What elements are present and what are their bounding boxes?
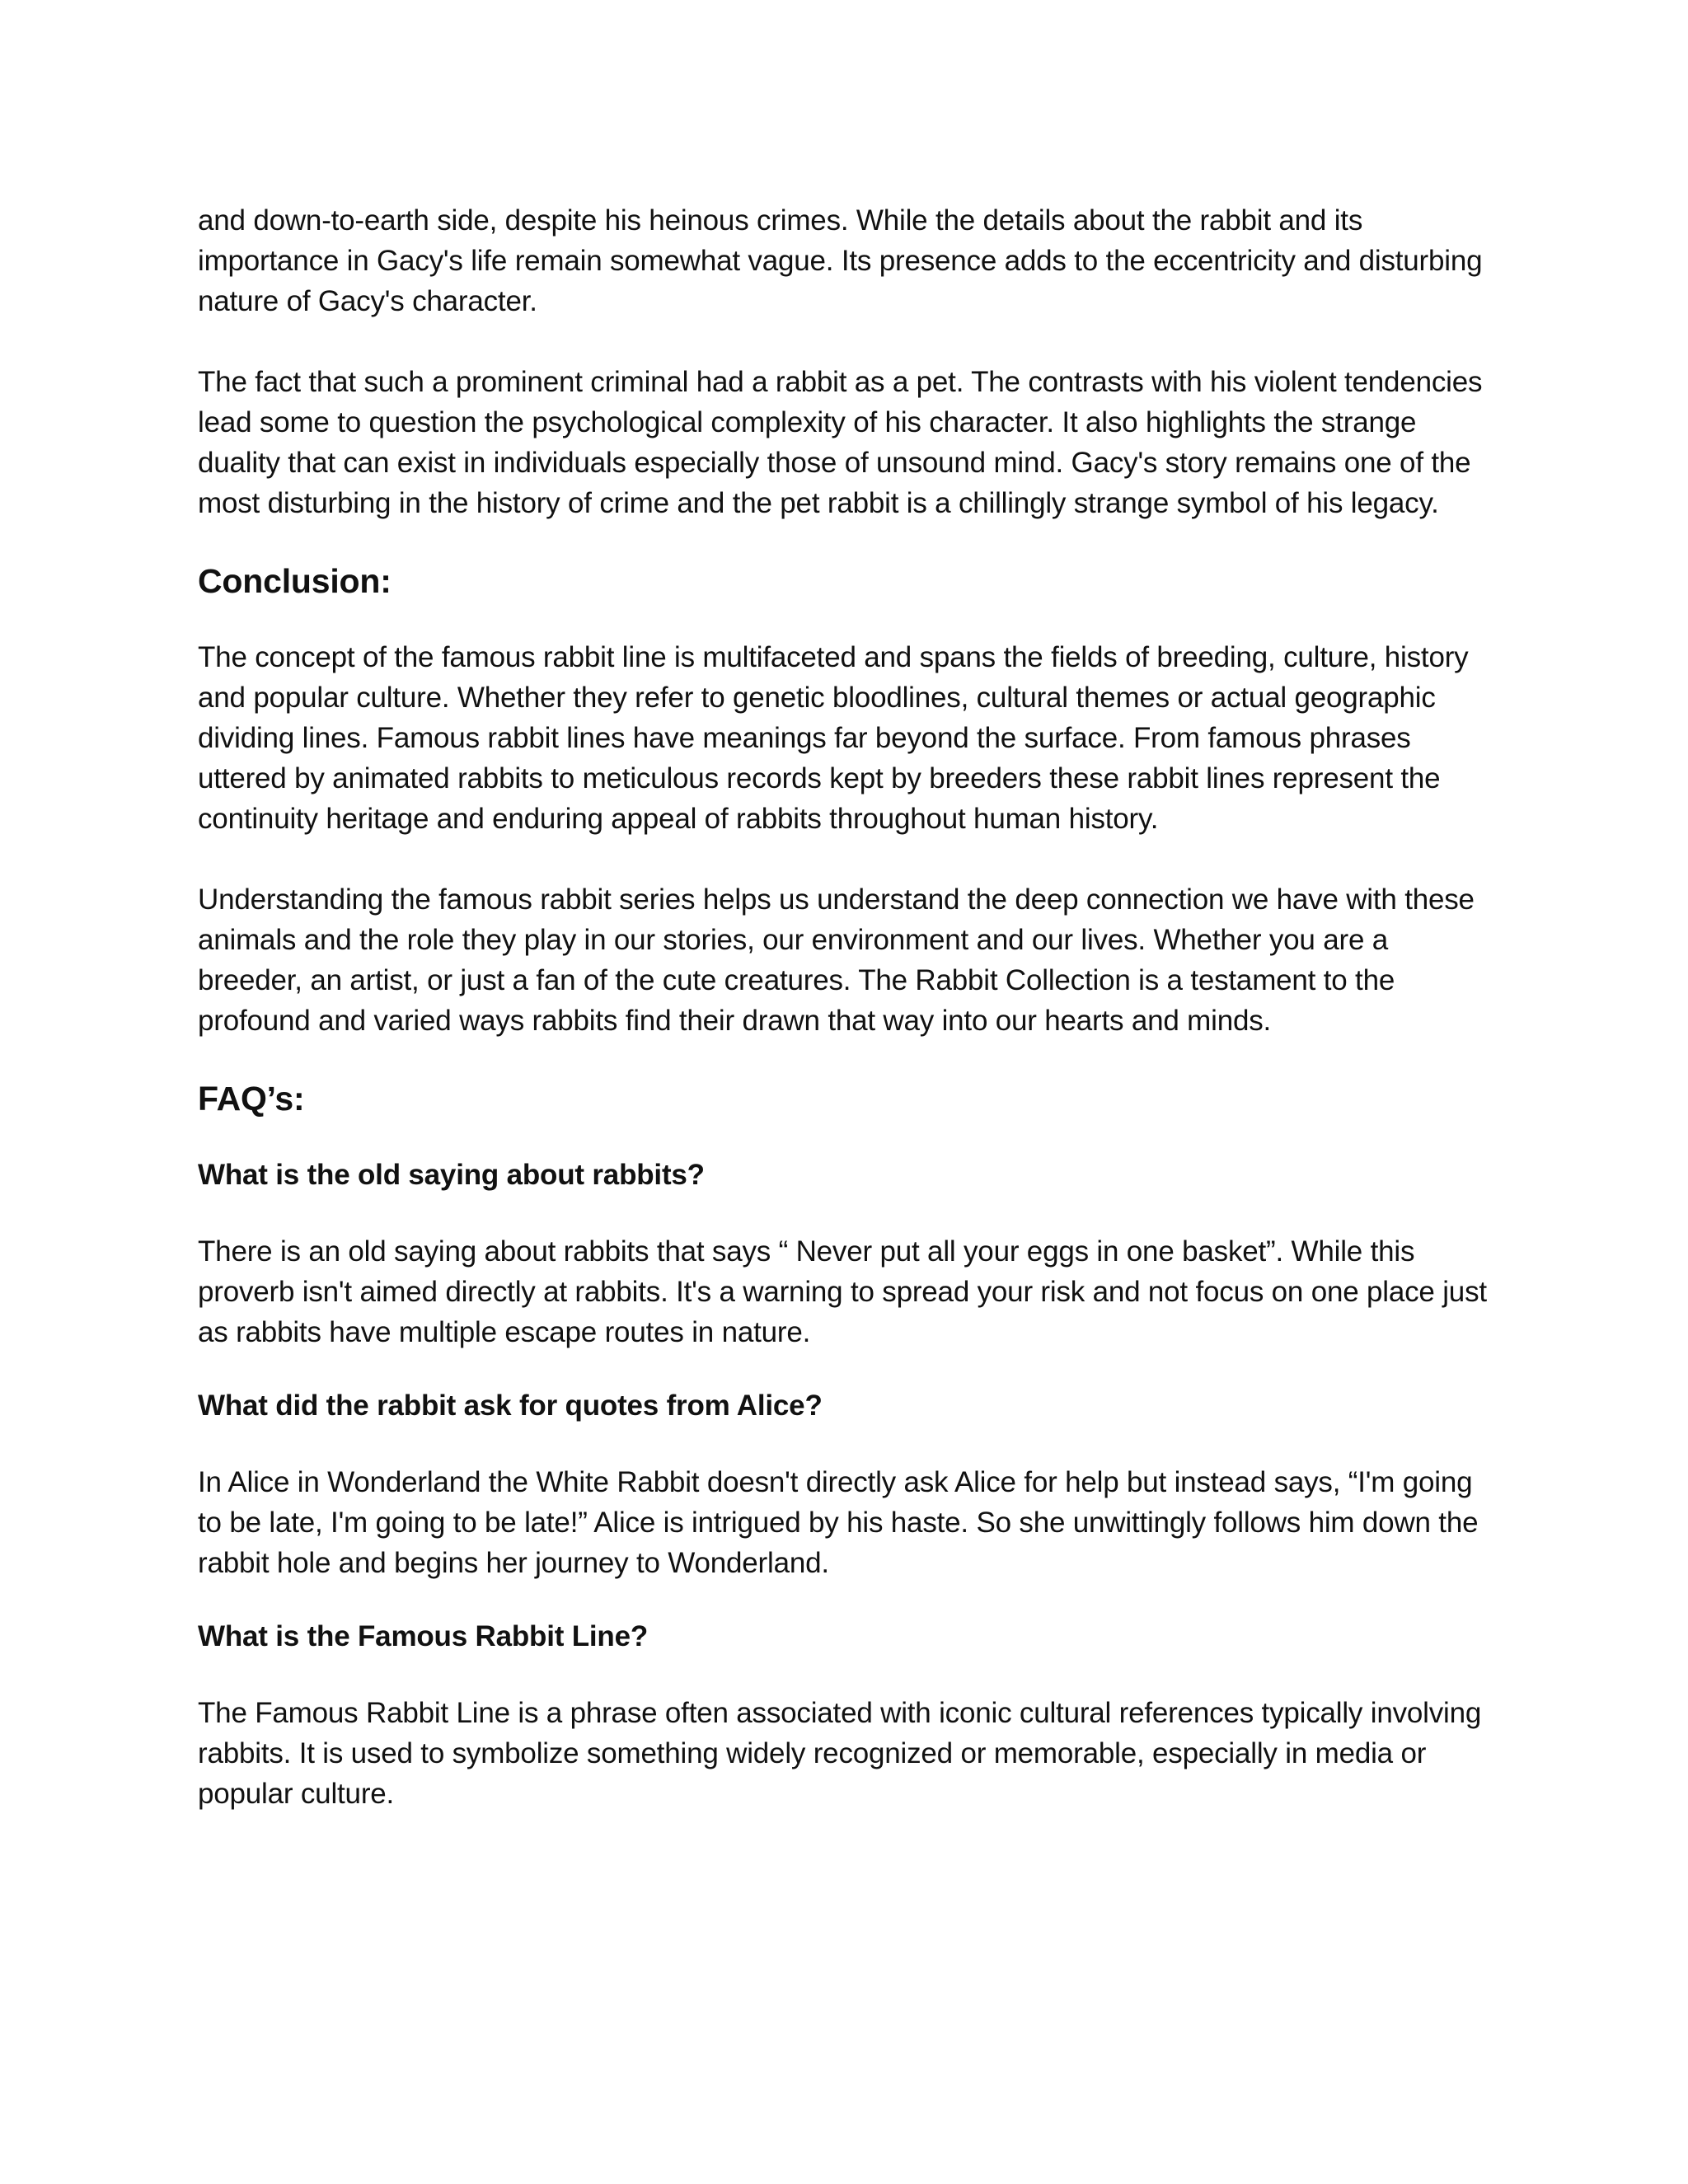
document-page [198, 200, 1492, 1814]
faq-item [198, 1616, 1492, 1814]
conclusion-paragraph-1: The concept of the famous rabbit line is multifaceted and spans the fields of breeding, culture, history and popular culture. Whether they refer to genetic bloodlines, cultural themes or actual geographic dividing lines. Famous rabbit lines have meanings far beyond the surface. From famous phrases uttered by animated rabbits to meticulous records kept by breeders these rabbit lines represent the continuity heritage and enduring appeal of rabbits throughout human history. [198, 641, 1469, 835]
intro-paragraph-1: and down-to-earth side, despite his heinous crimes. While the details about the rabbit and its importance in Gacy's life remain somewhat vague. Its presence adds to the eccentricity and disturbing nature of Gacy's character. [198, 204, 1483, 317]
faq-answer: In Alice in Wonderland the White Rabbit doesn't directly ask Alice for help but instead says, “I'm going to be late, I'm going to be late!” Alice is intrigued by his haste. So she unwittingly follows him down the rabbit hole and begins her journey to Wonderland. [198, 1466, 1479, 1579]
intro-paragraph-2: The fact that such a prominent criminal had a rabbit as a pet. The contrasts with his violent tendencies lead some to question the psychological complexity of his character. It also highlights the strange duality that can exist in individuals especially those of unsound mind. Gacy's story remains one of the most disturbing in the history of crime and the pet rabbit is a chillingly strange symbol of his legacy. [198, 366, 1483, 519]
faq-question: What did the rabbit ask for quotes from Alice? [198, 1390, 823, 1422]
conclusion-paragraph-2: Understanding the famous rabbit series helps us understand the deep connection we have with these animals and the role they play in our stories, our environment and our lives. Whether you are a breeder, an artist, or just a fan of the cute creatures. The Rabbit Collection is a testament to the profound and varied ways rabbits find their drawn that way into our hearts and minds. [198, 883, 1475, 1037]
conclusion-heading: Conclusion: [198, 562, 392, 600]
faq-item [198, 1155, 1492, 1352]
faq-question: What is the old saying about rabbits? [198, 1159, 705, 1191]
faq-item [198, 1385, 1492, 1583]
faq-heading: FAQ’s: [198, 1080, 305, 1118]
faq-answer: The Famous Rabbit Line is a phrase often associated with iconic cultural references typically involving rabbits. It is used to symbolize something widely recognized or memorable, especially in media or popular culture. [198, 1697, 1482, 1810]
faq-answer: There is an old saying about rabbits that says “ Never put all your eggs in one basket”. While this proverb isn't aimed directly at rabbits. It's a warning to spread your risk and not focus on one place just as rabbits have multiple escape routes in nature. [198, 1235, 1487, 1348]
faq-question: What is the Famous Rabbit Line? [198, 1620, 649, 1652]
